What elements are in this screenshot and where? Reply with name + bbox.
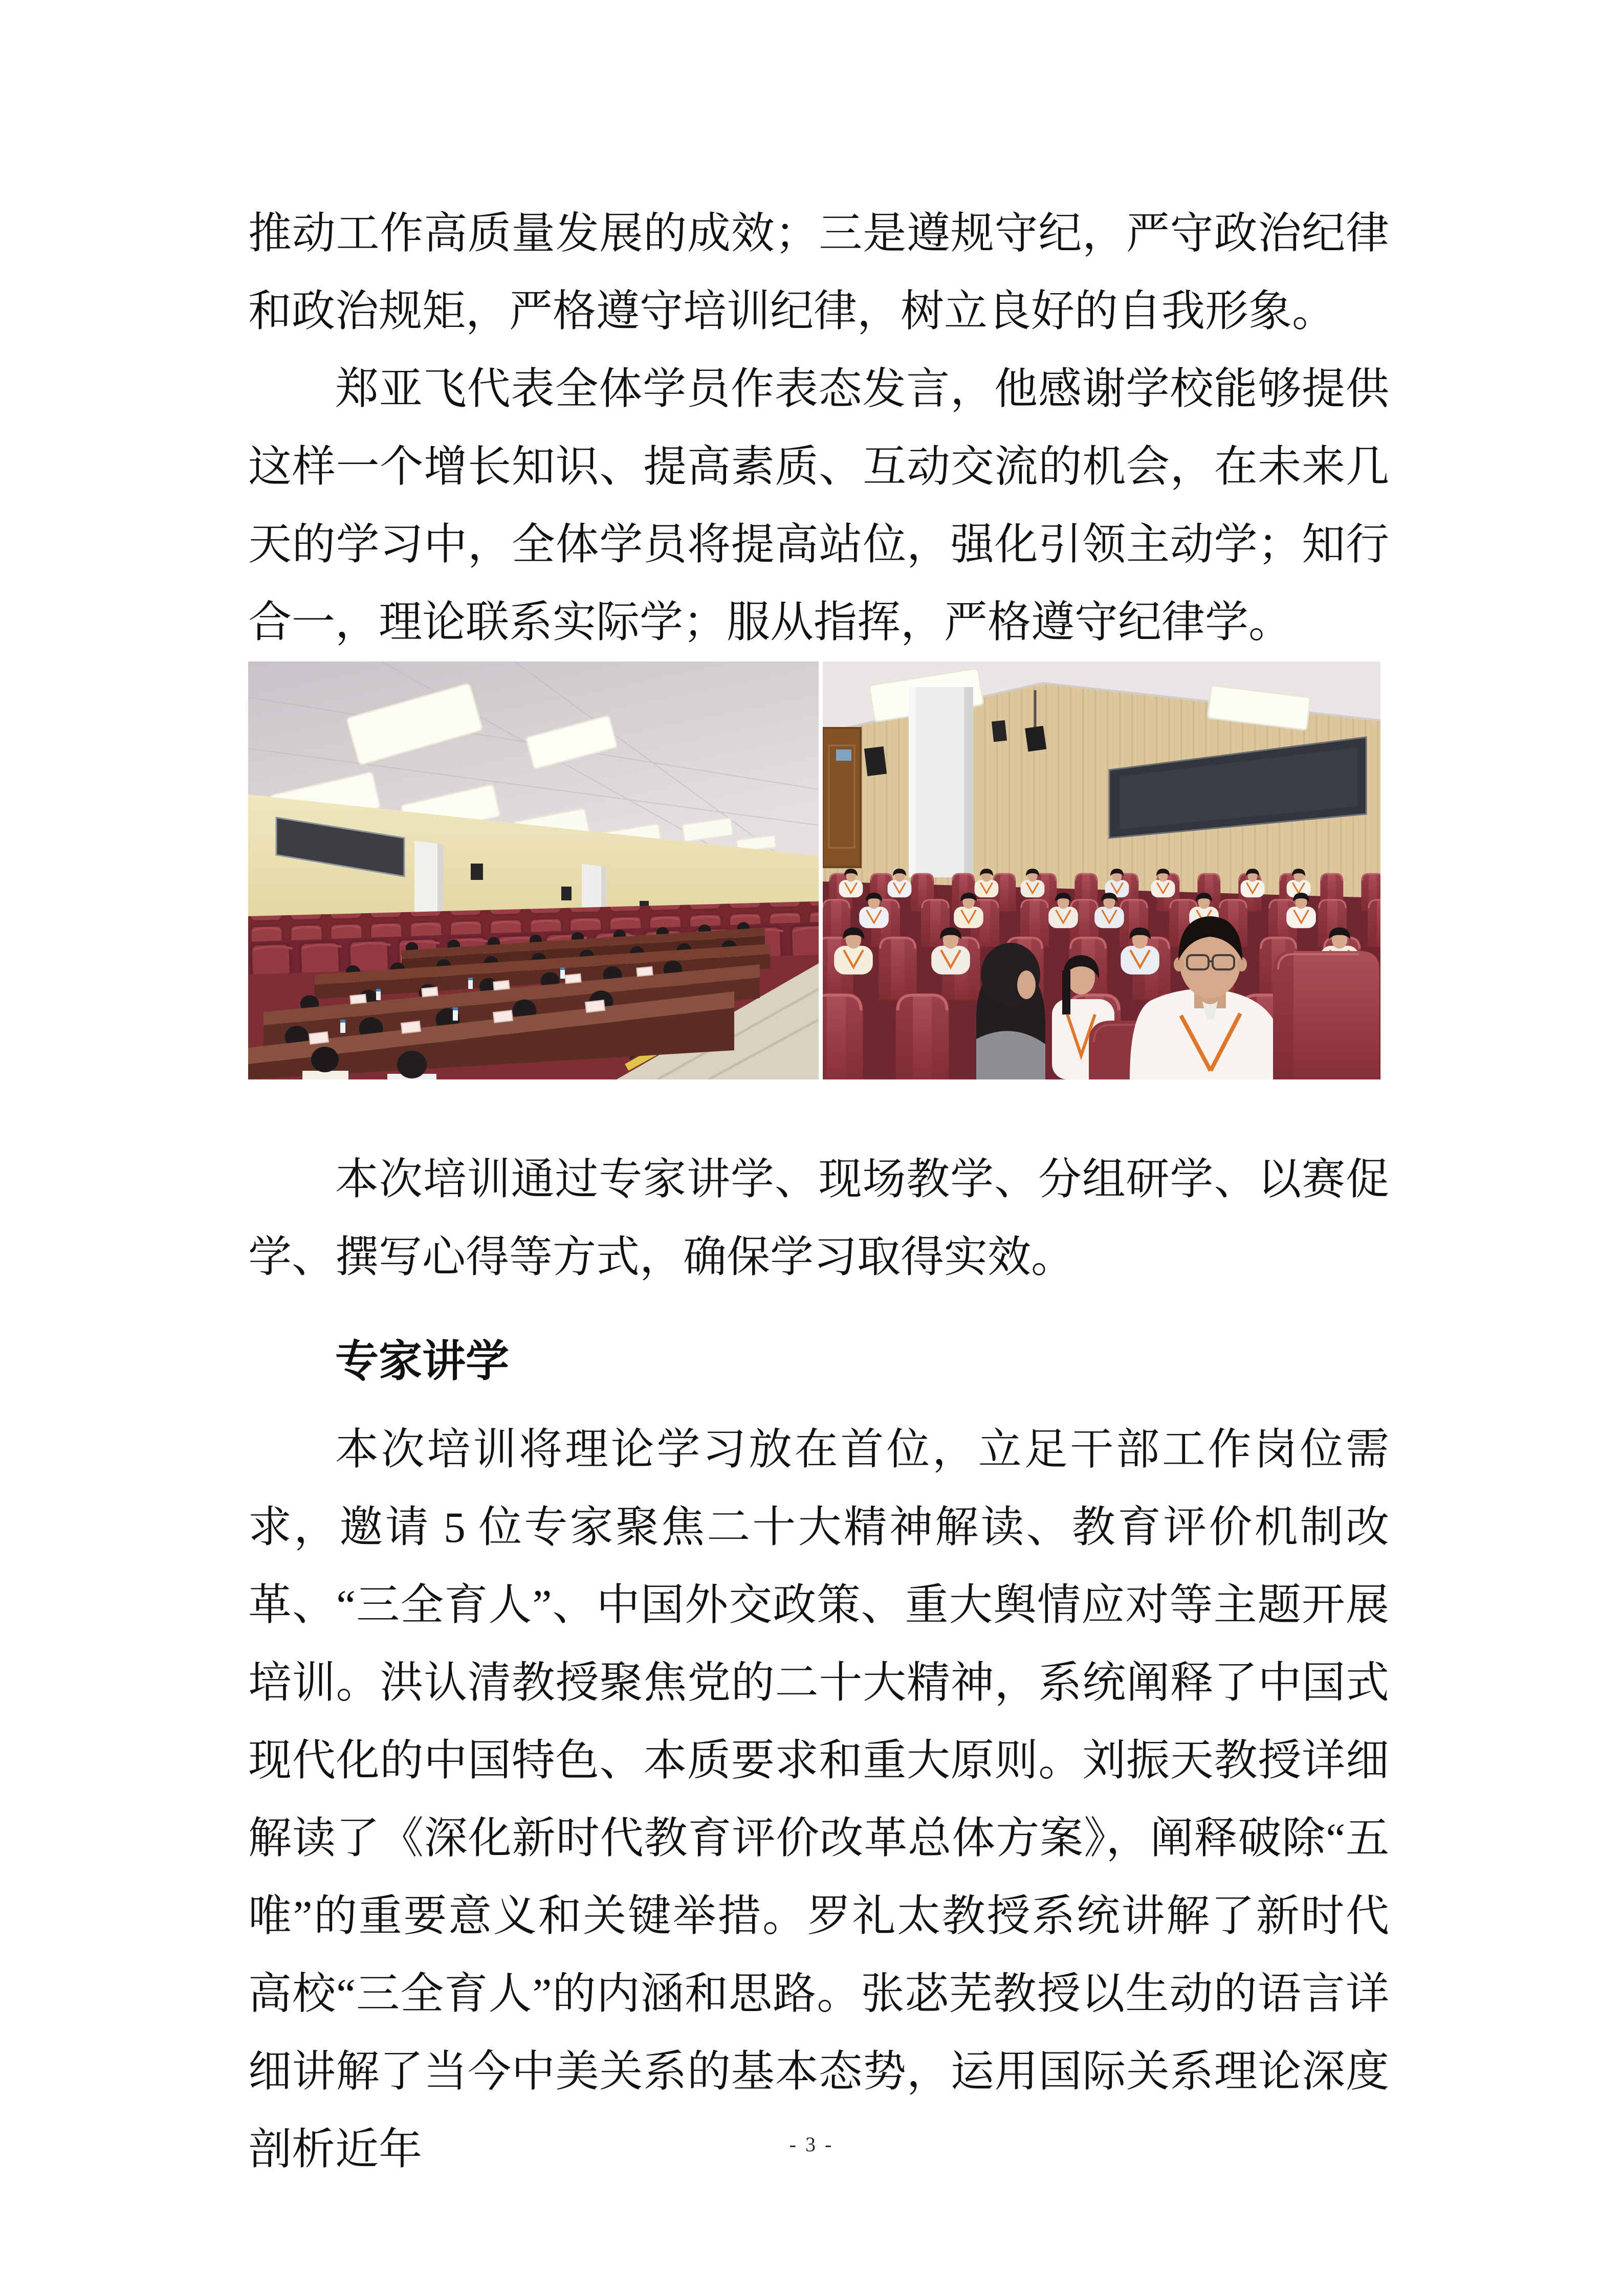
pillar	[909, 687, 973, 877]
door	[823, 728, 861, 867]
photo-lecture-hall-wide	[248, 661, 819, 1079]
paragraph-speech: 郑亚飞代表全体学员作表态发言，他感谢学校能够提供这样一个增长知识、提高素质、互动交流的机会，在未来几天的学习中，全体学员将提高站位，强化引领主动学；知行合一，理论联系实际学；服从指挥，严格遵守纪律学。	[248, 365, 1389, 647]
projector	[1025, 726, 1046, 752]
paragraph-continuation: 推动工作高质量发展的成效；三是遵规守纪，严守政治纪律和政治规矩，严格遵守培训纪律，树立良好的自我形象。	[248, 210, 1389, 336]
photo-row	[248, 661, 1389, 1079]
paragraph-methods: 本次培训通过专家讲学、现场教学、分组研学、以赛促学、撰写心得等方式，确保学习取得实效。	[248, 1156, 1389, 1282]
section-heading: 专家讲学	[335, 1338, 510, 1386]
page-number: - 3 -	[789, 2133, 834, 2156]
text-column	[248, 195, 1389, 661]
photo-audience-closeup	[823, 661, 1380, 1079]
speaker	[992, 720, 1007, 742]
speaker	[864, 746, 887, 776]
paragraph-lectures: 本次培训将理论学习放在首位，立足干部工作岗位需求，邀请 5 位专家聚焦二十大精神解读、教育评价机制改革、“三全育人”、中国外交政策、重大舆情应对等主题开展培训。洪认清教授聚焦党的二十大精神，系统阐释了中国式现代化的中国特色、本质要求和重大原则。刘振天教授详细解读了《深化新时代教育评价改革总体方案》，阐释破除“五唯”的重要意义和关键举措。罗礼太教授系统讲解了新时代高校“三全育人”的内涵和思路。张苾芜教授以生动的语言详细讲解了当今中美关系的基本态势，运用国际关系理论深度剖析近年	[248, 1426, 1389, 2174]
